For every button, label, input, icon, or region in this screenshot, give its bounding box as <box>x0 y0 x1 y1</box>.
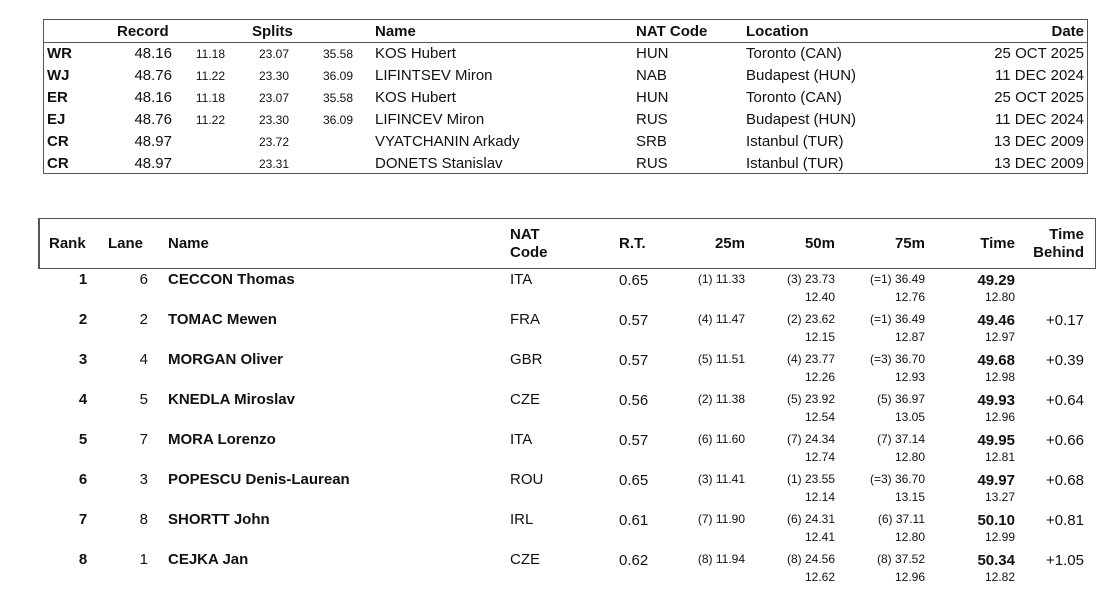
header-25m: 25m <box>714 235 745 252</box>
record-code: EJ <box>47 111 66 128</box>
record-split-75: 35.58 <box>322 91 353 105</box>
record-name: VYATCHANIN Arkady <box>375 133 520 150</box>
record-time: 48.97 <box>134 155 172 172</box>
header-time-behind-2: Behind <box>1033 244 1084 261</box>
nat-code: ROU <box>510 471 544 488</box>
final-lap: 13.27 <box>984 490 1015 504</box>
reaction-time: 0.57 <box>619 352 649 369</box>
record-date: 13 DEC 2009 <box>993 155 1084 172</box>
reaction-time: 0.65 <box>619 272 649 289</box>
split-50m: (7) 24.34 <box>786 432 835 446</box>
record-nat: RUS <box>636 111 668 128</box>
nat-code: GBR <box>510 351 543 368</box>
final-lap: 12.81 <box>984 450 1015 464</box>
split-75m: (5) 36.97 <box>876 392 925 406</box>
header-time: Time <box>980 235 1015 252</box>
athlete-name: MORGAN Oliver <box>168 351 284 368</box>
record-split-50: 23.07 <box>258 91 289 105</box>
split-75m-lap: 13.05 <box>894 410 925 424</box>
split-50m: (6) 24.31 <box>786 512 835 526</box>
final-time: 49.95 <box>977 432 1015 449</box>
record-time: 48.76 <box>134 111 172 128</box>
split-75m-lap: 12.80 <box>894 450 925 464</box>
split-75m: (=3) 36.70 <box>869 352 925 366</box>
lane: 4 <box>139 351 148 368</box>
split-25m: (4) 11.47 <box>697 312 745 326</box>
lane: 7 <box>139 431 148 448</box>
time-behind: +1.05 <box>1046 552 1084 569</box>
final-lap: 12.96 <box>984 410 1015 424</box>
split-50m-lap: 12.26 <box>804 370 835 384</box>
split-25m: (7) 11.90 <box>697 512 745 526</box>
lane: 8 <box>139 511 148 528</box>
split-25m: (6) 11.60 <box>697 432 745 446</box>
split-50m-lap: 12.62 <box>804 570 835 584</box>
reaction-time: 0.56 <box>619 392 649 409</box>
split-50m-lap: 12.40 <box>804 290 835 304</box>
header-name: Name <box>168 235 209 252</box>
record-nat: NAB <box>636 67 667 84</box>
split-50m-lap: 12.41 <box>804 530 835 544</box>
header-75m: 75m <box>894 235 925 252</box>
record-time: 48.16 <box>134 89 172 106</box>
split-75m-lap: 12.93 <box>894 370 925 384</box>
split-50m-lap: 12.15 <box>804 330 835 344</box>
nat-code: IRL <box>510 511 534 528</box>
header-code: Code <box>510 244 548 261</box>
athlete-name: POPESCU Denis-Laurean <box>168 471 350 488</box>
record-split-25: 11.18 <box>195 47 225 61</box>
record-location: Toronto (CAN) <box>746 45 842 62</box>
split-75m-lap: 12.80 <box>894 530 925 544</box>
record-split-75: 35.58 <box>322 47 353 61</box>
reaction-time: 0.65 <box>619 472 649 489</box>
athlete-name: MORA Lorenzo <box>168 431 276 448</box>
record-location: Istanbul (TUR) <box>746 155 844 172</box>
athlete-name: CECCON Thomas <box>168 271 295 288</box>
record-date: 11 DEC 2024 <box>995 67 1084 84</box>
header-nat: NAT <box>510 226 540 243</box>
final-time: 50.10 <box>977 512 1015 529</box>
records-header-divider <box>43 42 1088 43</box>
record-time: 48.16 <box>134 45 172 62</box>
nat-code: FRA <box>510 311 540 328</box>
record-split-50: 23.72 <box>258 135 289 149</box>
split-50m-lap: 12.54 <box>804 410 835 424</box>
split-75m-lap: 13.15 <box>894 490 925 504</box>
record-code: ER <box>47 89 68 106</box>
record-split-25: 11.22 <box>195 69 225 83</box>
time-behind: +0.68 <box>1046 472 1084 489</box>
split-75m: (7) 37.14 <box>876 432 925 446</box>
time-behind: +0.64 <box>1046 392 1084 409</box>
record-time: 48.97 <box>134 133 172 150</box>
record-date: 25 OCT 2025 <box>994 89 1084 106</box>
record-nat: RUS <box>636 155 668 172</box>
record-split-50: 23.31 <box>258 157 289 171</box>
time-behind: +0.17 <box>1046 312 1084 329</box>
reaction-time: 0.62 <box>619 552 649 569</box>
split-25m: (1) 11.33 <box>697 272 745 286</box>
rank: 3 <box>78 351 88 368</box>
time-behind: +0.66 <box>1046 432 1084 449</box>
lane: 5 <box>139 391 148 408</box>
reaction-time: 0.57 <box>619 312 649 329</box>
split-50m: (2) 23.62 <box>786 312 835 326</box>
split-50m: (4) 23.77 <box>786 352 835 366</box>
nat-code: ITA <box>510 271 533 288</box>
split-50m: (8) 24.56 <box>786 552 835 566</box>
final-time: 49.93 <box>977 392 1015 409</box>
final-time: 49.68 <box>977 352 1015 369</box>
lane: 6 <box>139 271 148 288</box>
rank: 1 <box>78 271 88 288</box>
split-75m: (6) 37.11 <box>877 512 925 526</box>
split-75m-lap: 12.96 <box>894 570 925 584</box>
header-rt: R.T. <box>619 235 646 252</box>
reaction-time: 0.57 <box>619 432 649 449</box>
record-date: 25 OCT 2025 <box>994 45 1084 62</box>
record-location: Budapest (HUN) <box>746 67 857 84</box>
header-date: Date <box>1051 23 1084 40</box>
final-lap: 12.80 <box>984 290 1015 304</box>
athlete-name: SHORTT John <box>168 511 270 528</box>
final-lap: 12.98 <box>984 370 1015 384</box>
rank: 6 <box>78 471 88 488</box>
record-split-75: 36.09 <box>322 69 353 83</box>
split-50m: (1) 23.55 <box>786 472 835 486</box>
record-name: DONETS Stanislav <box>375 155 503 172</box>
time-behind: +0.81 <box>1046 512 1084 529</box>
record-split-75: 36.09 <box>322 113 353 127</box>
record-location: Budapest (HUN) <box>746 111 857 128</box>
header-50m: 50m <box>804 235 835 252</box>
final-time: 49.46 <box>977 312 1015 329</box>
lane: 3 <box>139 471 148 488</box>
split-25m: (8) 11.94 <box>697 552 745 566</box>
reaction-time: 0.61 <box>619 512 649 529</box>
athlete-name: KNEDLA Miroslav <box>168 391 295 408</box>
split-25m: (2) 11.38 <box>697 392 745 406</box>
header-nat-code: NAT Code <box>636 23 708 40</box>
split-75m: (=1) 36.49 <box>869 272 925 286</box>
time-behind: +0.39 <box>1046 352 1084 369</box>
record-code: WR <box>47 45 72 62</box>
header-name: Name <box>375 23 416 40</box>
record-name: LIFINCEV Miron <box>375 111 485 128</box>
record-date: 13 DEC 2009 <box>993 133 1084 150</box>
split-25m: (5) 11.51 <box>697 352 745 366</box>
athlete-name: TOMAC Mewen <box>168 311 277 328</box>
header-rank: Rank <box>49 235 86 252</box>
split-75m: (=1) 36.49 <box>869 312 925 326</box>
record-name: KOS Hubert <box>375 45 456 62</box>
split-75m-lap: 12.76 <box>894 290 925 304</box>
record-nat: SRB <box>636 133 667 150</box>
record-date: 11 DEC 2024 <box>995 111 1084 128</box>
record-time: 48.76 <box>134 67 172 84</box>
lane: 1 <box>139 551 148 568</box>
record-split-50: 23.30 <box>258 113 289 127</box>
record-split-50: 23.07 <box>258 47 289 61</box>
header-lane: Lane <box>108 235 144 252</box>
rank: 8 <box>78 551 88 568</box>
nat-code: CZE <box>510 551 540 568</box>
final-lap: 12.99 <box>984 530 1015 544</box>
header-record: Record <box>117 23 169 40</box>
record-code: WJ <box>47 67 70 84</box>
split-50m-lap: 12.14 <box>804 490 835 504</box>
rank: 2 <box>78 311 88 328</box>
split-50m-lap: 12.74 <box>804 450 835 464</box>
record-nat: HUN <box>636 45 669 62</box>
final-time: 49.29 <box>977 272 1015 289</box>
record-split-25: 11.22 <box>195 113 225 127</box>
header-location: Location <box>746 23 809 40</box>
header-time-behind-1: Time <box>1049 226 1084 243</box>
record-name: KOS Hubert <box>375 89 456 106</box>
record-location: Istanbul (TUR) <box>746 133 844 150</box>
split-75m: (=3) 36.70 <box>869 472 925 486</box>
athlete-name: CEJKA Jan <box>168 551 249 568</box>
final-lap: 12.82 <box>984 570 1015 584</box>
header-splits: Splits <box>252 23 293 40</box>
record-code: CR <box>47 133 69 150</box>
split-50m: (3) 23.73 <box>786 272 835 286</box>
final-time: 49.97 <box>977 472 1015 489</box>
rank: 4 <box>78 391 88 408</box>
nat-code: CZE <box>510 391 540 408</box>
split-75m: (8) 37.52 <box>876 552 925 566</box>
rank: 7 <box>78 511 88 528</box>
record-location: Toronto (CAN) <box>746 89 842 106</box>
record-code: CR <box>47 155 69 172</box>
record-split-25: 11.18 <box>195 91 225 105</box>
final-lap: 12.97 <box>984 330 1015 344</box>
lane: 2 <box>139 311 148 328</box>
split-75m-lap: 12.87 <box>894 330 925 344</box>
rank: 5 <box>78 431 88 448</box>
record-split-50: 23.30 <box>258 69 289 83</box>
split-25m: (3) 11.41 <box>697 472 745 486</box>
nat-code: ITA <box>510 431 533 448</box>
final-time: 50.34 <box>977 552 1015 569</box>
record-nat: HUN <box>636 89 669 106</box>
record-name: LIFINTSEV Miron <box>375 67 493 84</box>
split-50m: (5) 23.92 <box>786 392 835 406</box>
